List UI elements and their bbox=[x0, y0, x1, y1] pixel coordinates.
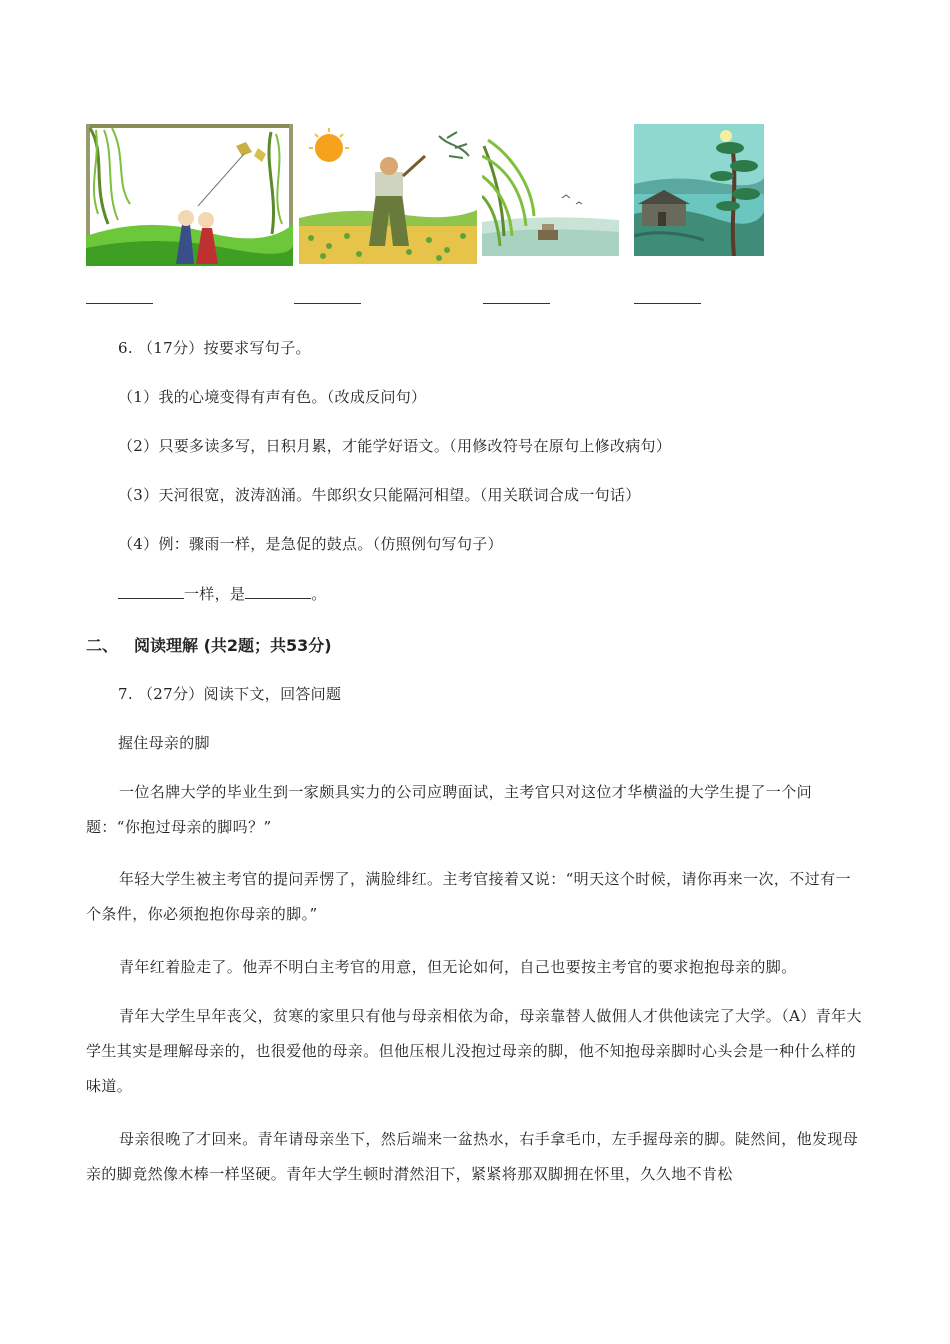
picture-farmer-under-sun bbox=[299, 126, 477, 264]
passage-title: 握住母亲的脚 bbox=[118, 734, 210, 752]
question-6-item-1: （1）我的心境变得有声有色。（改成反问句） bbox=[118, 388, 427, 406]
question-6-item-4: （4）例：骤雨一样，是急促的鼓点。（仿照例句写句子） bbox=[118, 535, 503, 553]
question-6-header: 6. （17分）按要求写句子。 bbox=[118, 339, 311, 357]
question-6-fill-sentence bbox=[118, 584, 327, 604]
section-2-title: 阅读理解 (共2题；共53分) bbox=[134, 636, 332, 655]
answer-blank-simile-1[interactable] bbox=[118, 584, 184, 599]
answer-blank-picture-4[interactable] bbox=[634, 303, 701, 304]
passage-paragraph-4: 青年大学生早年丧父，贫寒的家里只有他与母亲相依为命，母亲靠替人做佣人才供他读完了大学。（A）青年大学生其实是理解母亲的，也很爱他的母亲。但他压根儿没抱过母亲的脚，他不知抱母亲脚时心头会是一种什么样的味道。 bbox=[86, 1007, 862, 1095]
question-6-item-2: （2）只要多读多写，日积月累，才能学好语文。（用修改符号在原句上修改病句） bbox=[118, 437, 672, 455]
picture-kite-flying bbox=[86, 124, 293, 266]
fill-sentence-end: 。 bbox=[311, 585, 327, 603]
passage-paragraph-2: 年轻大学生被主考官的提问弄愣了，满脸绯红。主考官接着又说：“明天这个时候，请你再来一次，不过有一个条件，你必须抱抱你母亲的脚。” bbox=[86, 870, 851, 923]
question-7-header: 7. （27分）阅读下文，回答问题 bbox=[118, 685, 342, 703]
picture-cottage-lakeside bbox=[634, 124, 764, 256]
picture-willow-lake bbox=[482, 126, 619, 256]
answer-blank-picture-3[interactable] bbox=[483, 303, 550, 304]
question-6-item-3: （3）天河很宽，波涛汹涌。牛郎织女只能隔河相望。（用关联词合成一句话） bbox=[118, 486, 641, 504]
answer-blank-simile-2[interactable] bbox=[245, 584, 311, 599]
passage-paragraph-3: 青年红着脸走了。他弄不明白主考官的用意，但无论如何，自己也要按主考官的要求抱抱母亲的脚。 bbox=[119, 958, 797, 976]
passage-paragraph-1: 一位名牌大学的毕业生到一家颇具实力的公司应聘面试，主考官只对这位才华横溢的大学生提了一个问题：“你抱过母亲的脚吗？” bbox=[86, 783, 813, 836]
section-2-number: 二、 bbox=[86, 636, 119, 655]
fill-sentence-middle: 一样，是 bbox=[184, 585, 246, 603]
passage-paragraph-5: 母亲很晚了才回来。青年请母亲坐下，然后端来一盆热水，右手拿毛巾，左手握母亲的脚。陡然间，他发现母亲的脚竟然像木棒一样坚硬。青年大学生顿时潸然泪下，紧紧将那双脚拥在怀里，久久地不肯松 bbox=[86, 1130, 859, 1183]
answer-blank-picture-1[interactable] bbox=[86, 303, 153, 304]
answer-blank-picture-2[interactable] bbox=[294, 303, 361, 304]
section-2-heading bbox=[86, 633, 332, 656]
